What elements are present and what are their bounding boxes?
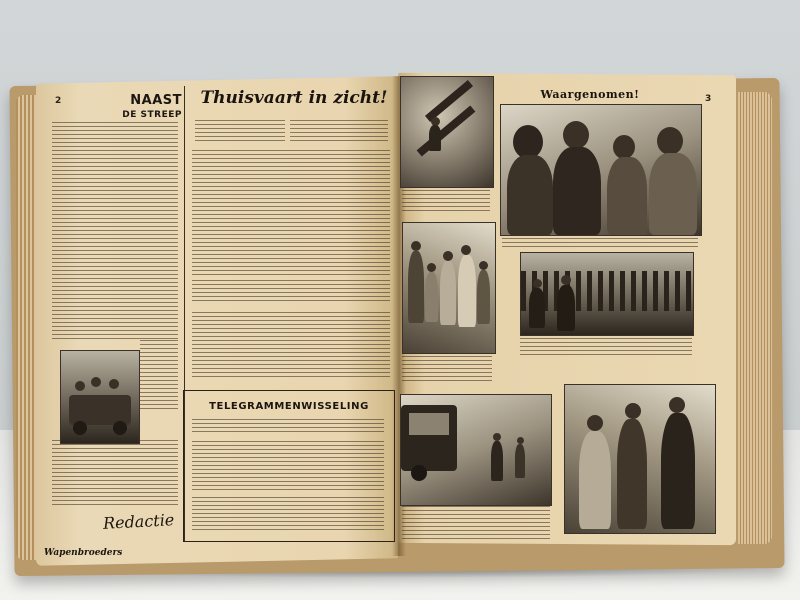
telegram-text-1	[192, 419, 384, 435]
article-text-1	[192, 150, 390, 275]
left-page-number: 2	[55, 96, 62, 106]
caption-1	[402, 190, 490, 214]
column-heading	[86, 94, 182, 122]
footer-title: Wapenbroeders	[44, 548, 123, 558]
caption-2	[502, 238, 698, 250]
photo-truck-soldiers	[400, 394, 552, 506]
article-text-3	[192, 312, 390, 380]
photo-ship-gangway	[400, 76, 494, 188]
caption-3	[402, 356, 492, 382]
column-heading-line1: NAAST	[130, 93, 182, 108]
article-text-2	[192, 280, 390, 304]
telegram-text-2	[192, 441, 384, 491]
caption-5	[402, 506, 550, 540]
main-heading: Thuisvaart in zicht!	[200, 88, 388, 108]
photo-correspondent-interview	[500, 104, 702, 236]
telegram-text-3	[192, 497, 384, 533]
caption-4	[520, 338, 692, 358]
right-page-number: 3	[705, 94, 712, 104]
photo-troop-parade	[520, 252, 694, 336]
photo-jeep-soldiers	[60, 350, 140, 444]
left-column-text-side	[140, 340, 178, 410]
signature-redactie: Redactie	[102, 510, 175, 533]
telegram-box	[183, 390, 395, 542]
telegram-title: TELEGRAMMENWISSELING	[209, 401, 369, 412]
left-column-text-lower	[52, 440, 178, 508]
photo-family-group	[402, 222, 496, 354]
right-heading: Waargenomen!	[540, 88, 640, 101]
left-column-text-block	[52, 122, 178, 340]
page-edges-right	[738, 92, 772, 544]
intro-text-2	[290, 120, 388, 144]
photo-soldiers-field	[564, 384, 716, 534]
intro-text-1	[195, 120, 285, 144]
column-heading-line2: DE STREEP	[122, 110, 182, 120]
